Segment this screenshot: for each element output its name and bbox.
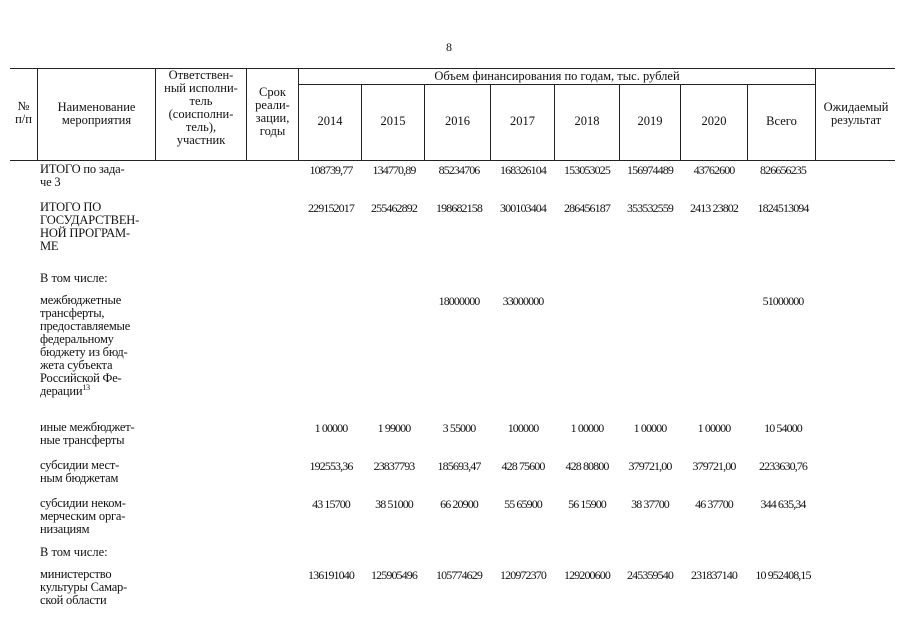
- cell: 134770,89: [372, 163, 416, 177]
- cell: 100000: [507, 421, 539, 435]
- cell: 1 99000: [377, 421, 411, 435]
- cell: 153053025: [564, 163, 610, 177]
- cell: 43762600: [693, 163, 735, 177]
- cell: 38 51000: [375, 497, 413, 511]
- cell: 51000000: [762, 294, 804, 308]
- row-label-task3-total: ИТОГО по зада- че 3: [40, 162, 125, 189]
- row-label-text: межбюджетные трансферты, предоставляемые федеральному бюджету из бюд- жета субъекта Российской Фе- дерации: [40, 293, 131, 398]
- cell: 23837793: [373, 459, 415, 473]
- cell: 379721,00: [692, 459, 736, 473]
- cell: 136191040: [308, 568, 354, 582]
- row-label-interbudget-federal: [40, 294, 130, 398]
- row-label-other-transfers: иные межбюджет- ные трансферты: [40, 420, 135, 447]
- header-result: Ожидаемый результат: [823, 100, 889, 127]
- cell: 168326104: [500, 163, 546, 177]
- cell: 192553,36: [309, 459, 353, 473]
- cell: 55 65900: [504, 497, 542, 511]
- header-year-2020: 2020: [701, 114, 727, 128]
- cell: 129200600: [564, 568, 610, 582]
- cell: 185693,47: [437, 459, 481, 473]
- cell: 85234706: [438, 163, 480, 177]
- header-responsible: Ответствен- ный исполни- тель (соисполни- тель), участник: [164, 68, 238, 147]
- cell: 10 54000: [764, 421, 802, 435]
- cell: 1 00000: [697, 421, 731, 435]
- cell: 1 00000: [314, 421, 348, 435]
- cell: 105774629: [436, 568, 482, 582]
- header-year-2014: 2014: [317, 114, 343, 128]
- section-label: В том числе:: [40, 545, 108, 559]
- cell: 1 00000: [633, 421, 667, 435]
- section-label: В том числе:: [40, 271, 108, 285]
- cell: 344 635,34: [760, 497, 806, 511]
- header-year-2019: 2019: [637, 114, 663, 128]
- cell: 33000000: [502, 294, 544, 308]
- header-funding: Объем финансирования по годам, тыс. рублей: [434, 69, 680, 83]
- cell: 428 75600: [501, 459, 545, 473]
- cell: 10 952408,15: [755, 568, 811, 582]
- row-label-program-total: ИТОГО ПО ГОСУДАРСТВЕН- НОЙ ПРОГРАМ- МЕ: [40, 200, 140, 253]
- cell: 2413 23802: [689, 201, 739, 215]
- row-label-ministry-culture: министерство культуры Самар- ской области: [40, 567, 128, 607]
- cell: 108739,77: [309, 163, 353, 177]
- cell: 2233630,76: [758, 459, 808, 473]
- cell: 43 15700: [312, 497, 350, 511]
- cell: 1 00000: [570, 421, 604, 435]
- header-num: № п/п: [15, 99, 32, 126]
- cell: 1824513094: [757, 201, 809, 215]
- cell: 120972370: [500, 568, 546, 582]
- cell: 826656235: [760, 163, 806, 177]
- cell: 46 37700: [695, 497, 733, 511]
- cell: 300103404: [500, 201, 546, 215]
- cell: 229152017: [308, 201, 354, 215]
- header-year-2017: 2017: [510, 114, 535, 128]
- cell: 66 20900: [440, 497, 478, 511]
- cell: 255462892: [371, 201, 417, 215]
- page-number: 8: [446, 40, 452, 54]
- header-year-total: Всего: [766, 114, 797, 128]
- header-term: Срок реали- зации, годы: [255, 85, 290, 138]
- cell: 156974489: [627, 163, 673, 177]
- footnote-mark: 13: [82, 382, 90, 392]
- header-year-2015: 2015: [380, 114, 406, 128]
- cell: 56 15900: [568, 497, 606, 511]
- header-year-2016: 2016: [445, 114, 470, 128]
- cell: 125905496: [371, 568, 417, 582]
- cell: 231837140: [691, 568, 737, 582]
- cell: 3 55000: [442, 421, 476, 435]
- header-name: Наименование мероприятия: [57, 100, 136, 127]
- cell: 379721,00: [628, 459, 672, 473]
- cell: 198682158: [436, 201, 482, 215]
- row-label-local-subsidies: субсидии мест- ным бюджетам: [40, 458, 120, 485]
- cell: 286456187: [564, 201, 610, 215]
- header-year-2018: 2018: [574, 114, 600, 128]
- cell: 245359540: [627, 568, 673, 582]
- row-label-nonprofit-subsidies: субсидии неком- мерческим орга- низациям: [40, 496, 126, 536]
- cell: 353532559: [627, 201, 673, 215]
- cell: 428 80800: [565, 459, 609, 473]
- cell: 18000000: [438, 294, 480, 308]
- cell: 38 37700: [631, 497, 669, 511]
